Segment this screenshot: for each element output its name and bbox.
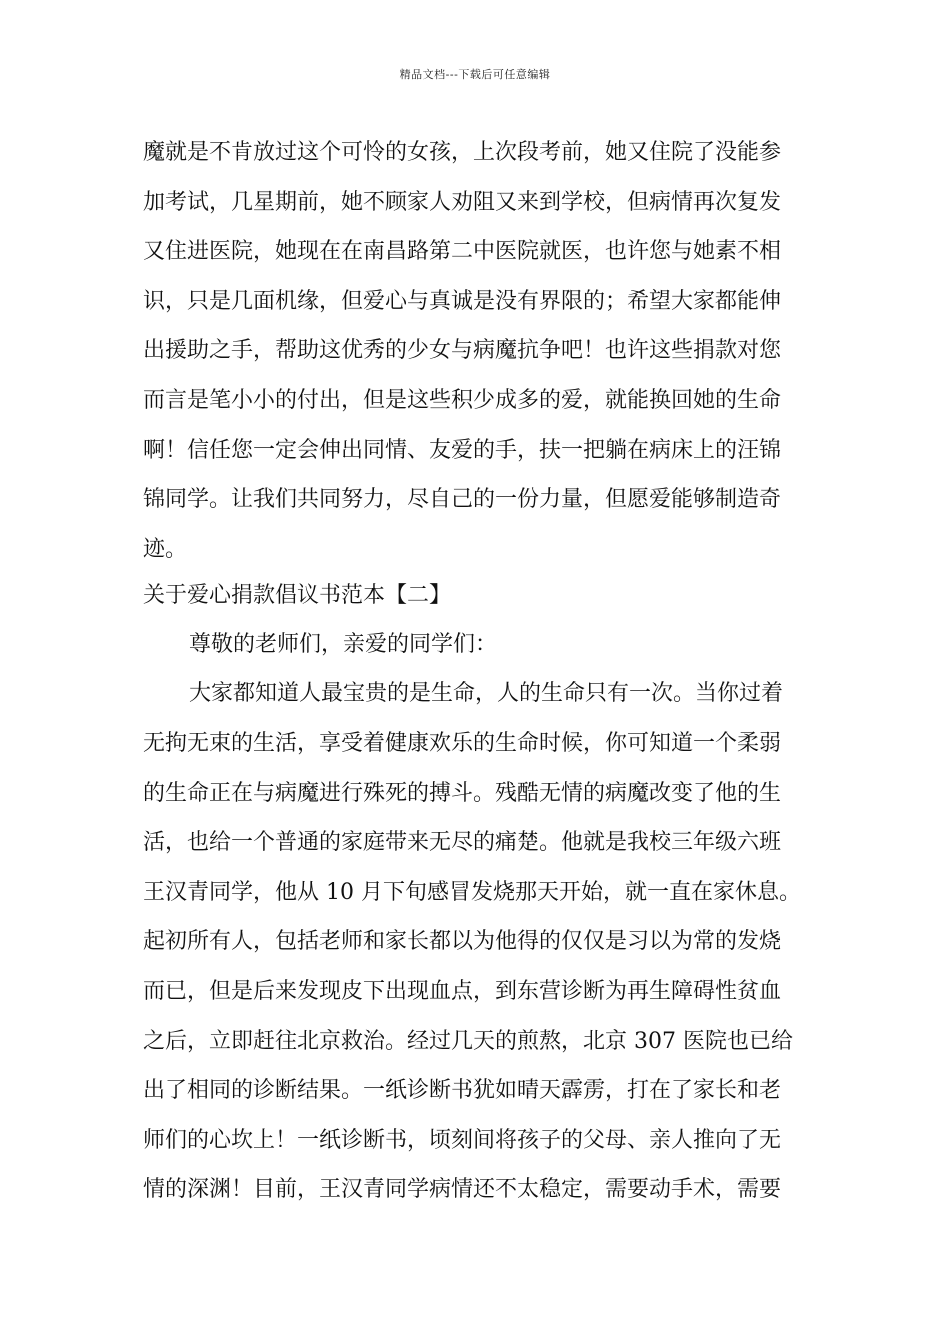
text-line: 起初所有人，包括老师和家长都以为他得的仅仅是习以为常的发烧: [143, 929, 782, 955]
greeting-line: 尊敬的老师们，亲爱的同学们：: [189, 631, 498, 657]
text-line: 识，只是几面机缘，但爱心与真诚是没有界限的；希望大家都能伸: [143, 288, 782, 314]
text-line: 出了相同的诊断结果。一纸诊断书犹如晴天霹雳，打在了家长和老: [143, 1078, 782, 1104]
text-line: 之后，立即赶往北京救治。经过几天的煎熬，北京 307 医院也已给: [143, 1028, 793, 1054]
paragraph-continued: [143, 128, 811, 572]
text-line: 无拘无束的生活，享受着健康欢乐的生命时候，你可知道一个柔弱: [143, 730, 782, 756]
text-line: 加考试，几星期前，她不顾家人劝阻又来到学校，但病情再次复发: [143, 189, 782, 215]
paragraph-body: [143, 669, 811, 1215]
text-line: 王汉青同学，他从 10 月下旬感冒发烧那天开始，就一直在家休息。: [143, 879, 801, 905]
text-line: 锦同学。让我们共同努力，尽自己的一份力量，但愿爱能够制造奇: [143, 487, 782, 513]
text-line: 师们的心坎上！一纸诊断书，顷刻间将孩子的父母、亲人推向了无: [143, 1127, 782, 1153]
document-body: [143, 128, 811, 1215]
text-line: 啊！信任您一定会伸出同情、友爱的手，扶一把躺在病床上的汪锦: [143, 437, 782, 463]
text-line: 而言是笔小小的付出，但是这些积少成多的爱，就能换回她的生命: [143, 387, 782, 413]
text-line: 大家都知道人最宝贵的是生命，人的生命只有一次。当你过着: [189, 681, 784, 707]
text-line: 情的深渊！目前，王汉青同学病情还不太稳定，需要动手术，需要: [143, 1177, 782, 1203]
text-line: 迹。: [143, 536, 188, 562]
text-line: 魔就是不肯放过这个可怜的女孩，上次段考前，她又住院了没能参: [143, 140, 782, 165]
text-line: 活，也给一个普通的家庭带来无尽的痛楚。他就是我校三年级六班: [143, 830, 782, 856]
text-line: 出援助之手，帮助这优秀的少女与病魔抗争吧！也许这些捐款对您: [143, 338, 782, 364]
text-line: 又住进医院，她现在在南昌路第二中医院就医，也许您与她素不相: [143, 239, 782, 265]
page-header: 精品文档---下载后可任意编辑: [399, 68, 551, 81]
text-line: 的生命正在与病魔进行殊死的搏斗。残酷无情的病魔改变了他的生: [143, 780, 782, 806]
text-line: 而已，但是后来发现皮下出现血点，到东营诊断为再生障碍性贫血: [143, 978, 782, 1004]
section-title: 关于爱心捐款倡议书范本【二】: [143, 582, 452, 608]
